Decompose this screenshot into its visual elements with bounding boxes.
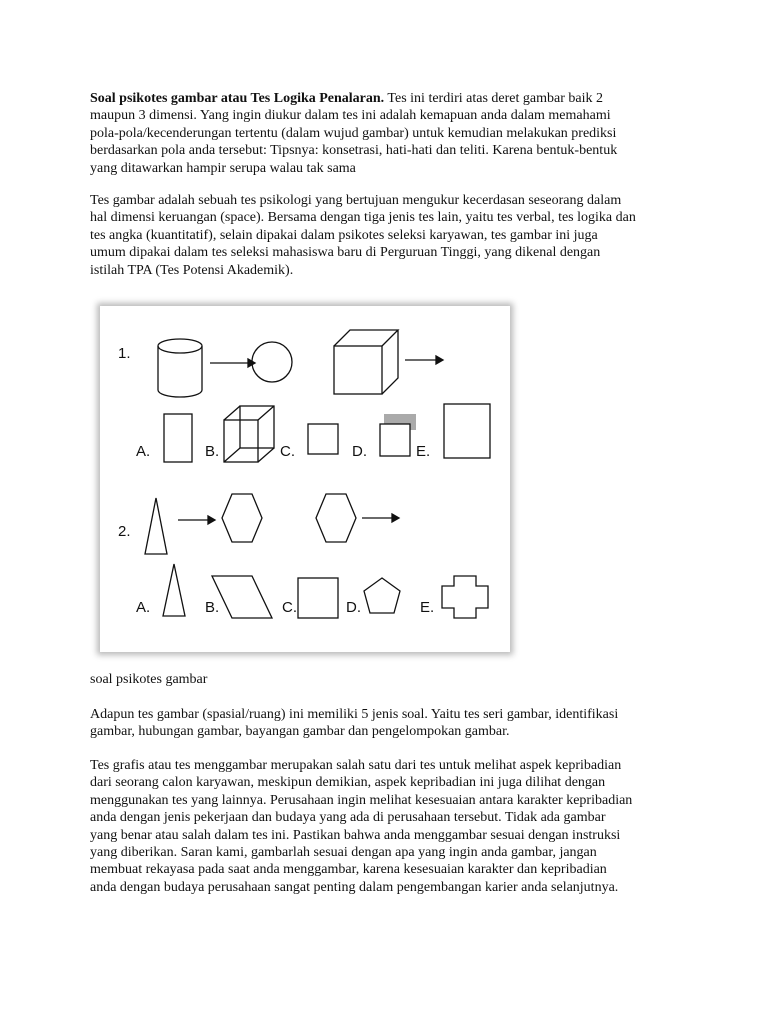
option-a-rectangle	[164, 414, 192, 462]
circle-shape	[252, 342, 292, 382]
paragraph-line: gambar, hubungan gambar, bayangan gambar dan pengelompokan gambar.	[90, 724, 510, 740]
arrow-icon	[178, 516, 215, 524]
option-e-square	[444, 404, 490, 458]
paragraph-line: yang diberikan. Saran kami, gambarlah sesuai dengan apa yang ingin anda gambar, jangan	[90, 845, 597, 861]
question-2-number: 2.	[118, 523, 131, 540]
paragraph-line: yang benar atau salah dalam tes ini. Pastikan bahwa anda menggambar sesuai dengan instruksi	[90, 827, 621, 843]
q2-option-e-label: E.	[420, 599, 435, 616]
paragraph-line: membuat rekayasa pada saat anda menggambar, karena kesesuaian karakter dan kepribadian	[90, 862, 607, 878]
definition-paragraph	[90, 192, 690, 279]
option-a-triangle	[163, 564, 185, 616]
paragraph-line: Tes ini terdiri atas deret gambar baik 2	[384, 91, 603, 106]
paragraph-line: menggunakan tes yang lainnya. Perusahaan ingin melihat kesesuaian antara karakter kepribadian	[90, 792, 633, 808]
q2-option-d-label: D.	[346, 599, 361, 616]
paragraph-line: Tes gambar adalah sebuah tes psikologi yang bertujuan mengukur kecerdasan seseorang dalam	[90, 193, 622, 208]
arrow-icon	[362, 514, 399, 522]
graphic-test-paragraph	[90, 757, 690, 896]
paragraph-line: dari seorang calon karyawan, meskipun demikian, aspek kepribadian ini juga dilihat dengan	[90, 775, 606, 791]
arrow-icon	[405, 356, 443, 364]
q1-option-c-label: C.	[280, 443, 295, 460]
option-c-square	[308, 424, 338, 454]
cube-shape	[334, 330, 398, 394]
option-d-pentagon	[364, 578, 400, 613]
q1-option-e-label: E.	[416, 443, 431, 460]
paragraph-line: anda dengan jenis pekerjaan dan budaya yang ada di perusahaan tersebut. Tidak ada gambar	[90, 810, 606, 826]
paragraph-line: istilah TPA (Tes Potensi Akademik).	[90, 262, 294, 278]
q1-option-b-label: B.	[205, 443, 220, 460]
q2-option-b-label: B.	[205, 599, 220, 616]
option-e-cross	[442, 576, 488, 618]
q1-option-a-label: A.	[136, 443, 151, 460]
paragraph-line: yang ditawarkan hampir serupa walau tak sama	[90, 160, 356, 176]
hexagon-shape	[316, 494, 356, 542]
paragraph-line: berdasarkan pola anda tersebut: Tipsnya: konsetrasi, hati-hati dan teliti. Karena bentuk-bentuk	[90, 143, 618, 159]
paragraph-line: Tes grafis atau tes menggambar merupakan salah satu dari tes untuk melihat aspek kepribadian	[90, 758, 622, 773]
option-b-parallelogram	[212, 576, 272, 618]
arrow-icon	[210, 359, 255, 367]
intro-bold-heading: Soal psikotes gambar atau Tes Logika Penalaran.	[90, 91, 385, 106]
hexagon-shape	[222, 494, 262, 542]
paragraph-line: maupun 3 dimensi. Yang ingin diukur dalam tes ini adalah kemapuan anda dalam memahami	[90, 108, 611, 124]
q1-option-d-label: D.	[352, 443, 367, 460]
figure-drawing	[100, 306, 510, 652]
question-1-number: 1.	[118, 345, 131, 362]
triangle-shape	[145, 498, 167, 554]
option-d-square	[380, 424, 410, 456]
paragraph-line: hal dimensi keruangan (space). Bersama dengan tiga jenis tes lain, yaitu tes verbal, tes logika dan	[90, 210, 636, 226]
option-c-square	[298, 578, 338, 618]
paragraph-line: anda dengan budaya perusahaan sangat penting dalam pengembangan karier anda selanjutnya.	[90, 879, 619, 895]
paragraph-line: umum dipakai dalam tes seleksi mahasiswa baru di Perguruan Tinggi, yang dikenal dengan	[90, 245, 601, 261]
psychotest-figure	[100, 306, 510, 652]
q2-option-c-label: C.	[282, 599, 297, 616]
paragraph-line: tes angka (kuantitatif), selain dipakai dalam psikotes seleksi karyawan, tes gambar ini juga	[90, 227, 598, 243]
figure-caption: soal psikotes gambar	[90, 672, 208, 687]
paragraph-line: pola-pola/kecenderungan tertentu (dalam wujud gambar) untuk kemudian melakukan prediksi	[90, 125, 617, 141]
types-paragraph	[90, 706, 690, 741]
paragraph-line: Adapun tes gambar (spasial/ruang) ini memiliki 5 jenis soal. Yaitu tes seri gambar, identifikasi	[90, 707, 619, 722]
option-b-prism	[224, 406, 274, 462]
q2-option-a-label: A.	[136, 599, 151, 616]
cylinder-shape	[158, 339, 202, 397]
intro-paragraph	[90, 90, 690, 177]
